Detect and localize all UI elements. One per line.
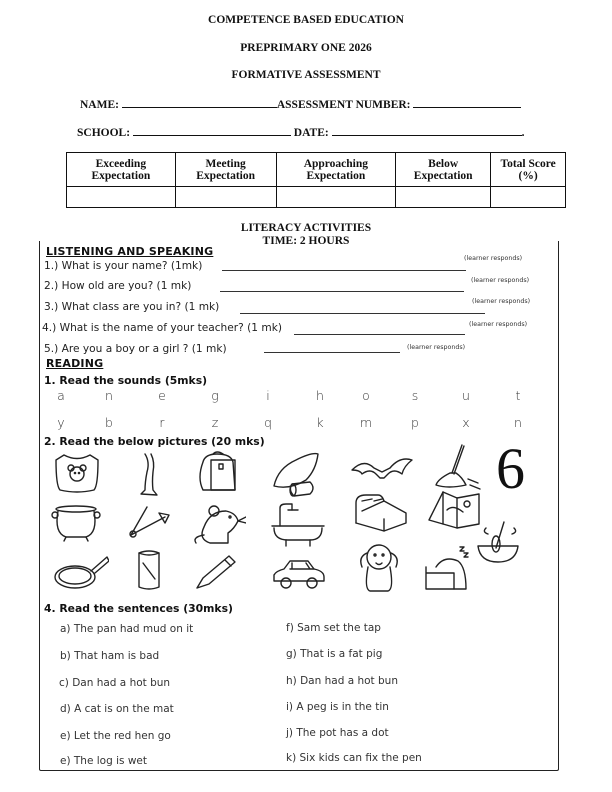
sound-letter: k	[316, 415, 324, 430]
sound-letter: x	[462, 415, 470, 430]
sentence-e2: e) The log is wet	[60, 755, 147, 767]
pictures-title: 2. Read the below pictures (20 mks)	[44, 435, 265, 448]
bag-icon	[195, 450, 241, 494]
school-row	[77, 125, 524, 139]
reading-heading: READING	[46, 357, 104, 370]
rubric-col-exceeding: Exceeding Expectation	[67, 153, 176, 187]
tub-icon	[270, 502, 326, 548]
header-line-1: COMPETENCE BASED EDUCATION	[208, 14, 404, 26]
map-icon	[427, 490, 481, 530]
sound-letter: m	[359, 415, 373, 430]
sound-letter: y	[57, 415, 65, 430]
name-label: NAME:	[80, 99, 119, 111]
pot-icon	[50, 503, 102, 543]
score-total-cell[interactable]	[491, 187, 566, 208]
answer-line-3[interactable]	[240, 313, 485, 314]
sentence-g: g) That is a fat pig	[286, 648, 383, 660]
can-icon	[135, 547, 163, 591]
date-field[interactable]	[332, 125, 522, 136]
learner-responds-1: (learner responds)	[464, 255, 523, 262]
sentence-a: a) The pan had mud on it	[60, 623, 194, 635]
answer-line-2[interactable]	[220, 291, 464, 292]
pup-icon	[356, 541, 402, 593]
listening-heading: LISTENING AND SPEAKING	[46, 245, 214, 258]
yam-icon	[270, 450, 322, 498]
leg-icon	[133, 452, 163, 498]
rubric-col-approaching: Approaching Expectation	[276, 153, 396, 187]
rubric-col-meeting: Meeting Expectation	[175, 153, 276, 187]
nap-icon	[424, 543, 472, 591]
rubric-score-row	[67, 187, 566, 208]
sound-letter: p	[411, 415, 419, 430]
sentence-k: k) Six kids can fix the pen	[286, 752, 422, 764]
sound-letter: i	[266, 388, 270, 403]
car-icon	[270, 557, 326, 591]
sound-letter: u	[462, 388, 470, 403]
date-trail: .	[521, 127, 525, 139]
score-meeting-cell[interactable]	[175, 187, 276, 208]
bat-icon	[350, 454, 414, 482]
school-label: SCHOOL:	[77, 127, 131, 139]
sound-letter: b	[105, 415, 113, 430]
question-4: 4.) What is the name of your teacher? (1 mk)	[42, 322, 282, 334]
question-5: 5.) Are you a boy or a girl ? (1 mk)	[44, 343, 227, 355]
pen-icon	[195, 552, 237, 590]
rubric-header-row	[67, 153, 566, 187]
school-field[interactable]	[133, 125, 291, 136]
sound-letter: z	[211, 415, 219, 430]
sound-letter: h	[316, 388, 324, 403]
box-top-left-stub	[39, 241, 40, 249]
subject-time: TIME: 2 HOURS	[262, 235, 350, 247]
learner-responds-2: (learner responds)	[471, 277, 530, 284]
number-six: 6	[496, 436, 525, 501]
sound-letter: o	[362, 388, 370, 403]
learner-responds-4: (learner responds)	[469, 321, 528, 328]
header-line-2: PREPRIMARY ONE 2026	[240, 42, 372, 54]
sentence-f: f) Sam set the tap	[286, 622, 381, 634]
rubric-col-total: Total Score (%)	[491, 153, 566, 187]
name-field[interactable]	[122, 97, 277, 108]
subject-title: LITERACY ACTIVITIES	[240, 222, 372, 234]
assessment-number-field[interactable]	[413, 97, 521, 108]
sentence-j: j) The pot has a dot	[286, 727, 389, 739]
score-approaching-cell[interactable]	[276, 187, 396, 208]
score-below-cell[interactable]	[396, 187, 491, 208]
rat-icon	[190, 503, 246, 547]
sound-letter: n	[514, 415, 522, 430]
sound-letter: e	[158, 388, 166, 403]
rubric-table	[66, 152, 566, 208]
name-row	[80, 97, 521, 111]
sentence-i: i) A peg is in the tin	[286, 701, 389, 713]
sentence-c: c) Dan had a hot bun	[59, 677, 171, 689]
sentence-b: b) That ham is bad	[60, 650, 160, 662]
bib-icon	[54, 452, 100, 494]
question-2: 2.) How old are you? (1 mk)	[44, 280, 192, 292]
sound-letter: s	[411, 388, 419, 403]
sound-letter: a	[57, 388, 65, 403]
learner-responds-3: (learner responds)	[472, 298, 531, 305]
sentences-title: 4. Read the sentences (30mks)	[44, 602, 233, 615]
mix-icon	[474, 518, 522, 564]
score-exceeding-cell[interactable]	[67, 187, 176, 208]
sound-letter: t	[515, 388, 521, 403]
mop-icon	[430, 443, 482, 493]
header-line-3: FORMATIVE ASSESSMENT	[231, 69, 381, 81]
sentence-h: h) Dan had a hot bun	[286, 675, 398, 687]
sentence-e: e) Let the red hen go	[60, 730, 171, 742]
answer-line-4[interactable]	[294, 334, 465, 335]
date-label: DATE:	[293, 127, 329, 139]
answer-line-5[interactable]	[264, 352, 400, 353]
sound-letter: r	[159, 415, 165, 430]
question-1: 1.) What is your name? (1mk)	[44, 260, 203, 272]
sentence-d: d) A cat is on the mat	[60, 703, 174, 715]
pan-icon	[53, 553, 109, 591]
sound-letter: g	[211, 388, 219, 403]
bed-icon	[352, 491, 408, 533]
pin-icon	[127, 503, 171, 539]
learner-responds-5: (learner responds)	[407, 344, 466, 351]
sound-letter: n	[105, 388, 113, 403]
rubric-col-below: Below Expectation	[396, 153, 491, 187]
question-3: 3.) What class are you in? (1 mk)	[44, 301, 220, 313]
assessment-number-label: ASSESSMENT NUMBER:	[276, 99, 411, 111]
sounds-title: 1. Read the sounds (5mks)	[44, 374, 208, 387]
sound-letter: q	[264, 415, 272, 430]
answer-line-1[interactable]	[222, 270, 466, 271]
